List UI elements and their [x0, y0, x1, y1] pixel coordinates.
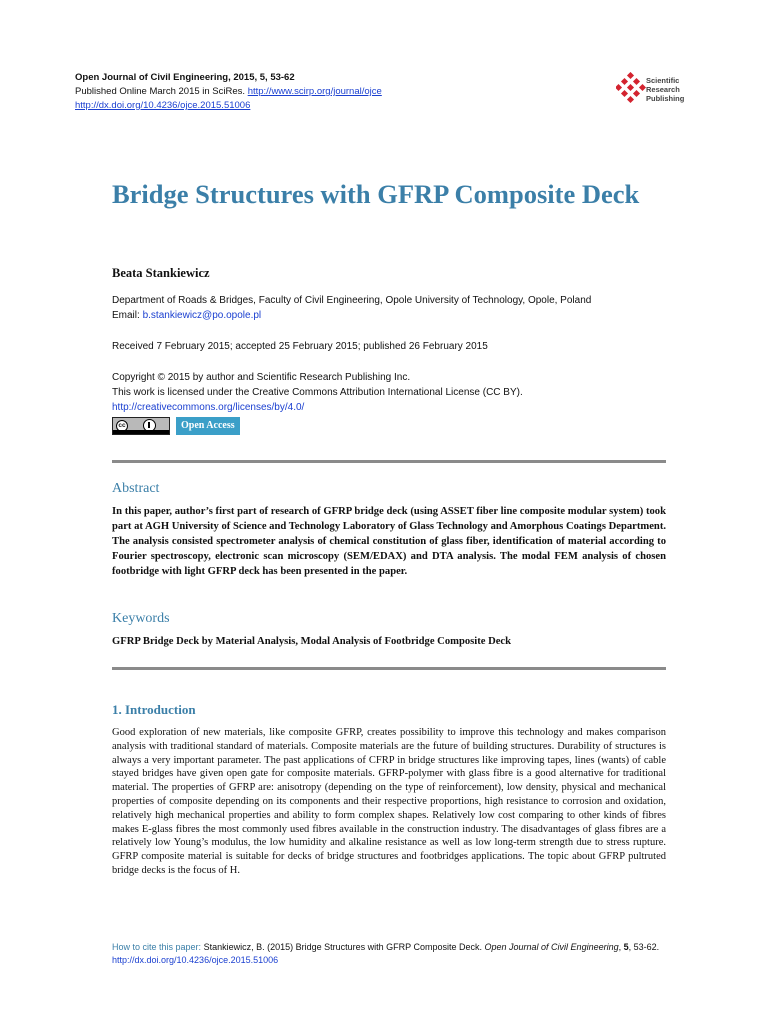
license-link[interactable]: http://creativecommons.org/licenses/by/4.0/ [112, 402, 305, 413]
citation-label: How to cite this paper: [112, 942, 202, 952]
logo-line-3: Publishing [646, 94, 685, 103]
introduction-heading: 1. Introduction [112, 702, 196, 717]
citation-doi-link[interactable]: http://dx.doi.org/10.4236/ojce.2015.51006 [112, 955, 279, 965]
citation-text: Stankiewicz, B. (2015) Bridge Structures with GFRP Composite Deck. [203, 942, 482, 952]
abstract-text: In this paper, author’s first part of research of GFRP bridge deck (using ASSET fiber line composite modular system) took part at AGH University of Science and Technology Laboratory of Glass Technology and Amorphous Coatings Department. The analysis consisted spectrometer analysis of chemical constitution of glass fiber, identification of material according to Fourier spectroscopy, electronic scan microscopy (SEM/EDAX) and DTA analysis. The modal FEM analysis of chosen footbridge with light GFRP deck has been presented in the paper. [112, 506, 666, 577]
paper-title: Bridge Structures with GFRP Composite Deck [112, 179, 640, 209]
section-divider [112, 667, 666, 670]
affiliation-block [112, 293, 591, 323]
author-name: Beata Stankiewicz [112, 266, 210, 280]
copyright-line: Copyright © 2015 by author and Scientific Research Publishing Inc. [112, 372, 411, 383]
email-label: Email: [112, 310, 140, 321]
journal-header [75, 71, 382, 113]
keywords-heading: Keywords [112, 611, 170, 626]
published-line [75, 85, 382, 99]
license-line: This work is licensed under the Creative Commons Attribution International License (CC BY). [112, 387, 523, 398]
affiliation: Department of Roads & Bridges, Faculty of Civil Engineering, Opole University of Technology, Opole, Poland [112, 295, 592, 306]
section-divider [112, 460, 666, 463]
introduction-text: Good exploration of new materials, like composite GFRP, creates possibility to improve this technology and makes comparison analysis with traditional standard of materials. Composite materials are the future of building structures. Durability of structures is always a very important parameter. The past applications of CFRP in bridge structures like improving tapes, lines (wants) of cable stayed bridges have given open gate for composite materials. GFRP-polymer with glass fibre is a good alternative for traditional material. The properties of GFRP are: anisotropy (depending on the type of reinforcement), low density, physical and mechanical properties of composite depending on its components and their respective proportions, high resistance to corrosion and oxidation, relatively high mechanical properties and ability to form complex shapes. Relatively low cost comparing to other kinds of fibres makes E-glass fibres the most commonly used fibres available in the construction industry. The disadvantages of glass fibres are a relatively low Young’s modulus, the low humidity and alkaline resistance as well as low long-term strength due to stress rupture. GFRP composite material is suitable for decks of bridge structures and footbridges applications. The topic about GFRP pultruted bridge decks is the focus of H. [112, 727, 666, 876]
email-line [112, 308, 591, 323]
logo-text [646, 76, 684, 103]
logo-line-1: Scientific [646, 76, 680, 85]
copyright-block [112, 370, 523, 415]
doi-link[interactable]: http://dx.doi.org/10.4236/ojce.2015.51006 [75, 100, 251, 111]
journal-citation: Open Journal of Civil Engineering, 2015, 5, 53-62 [75, 72, 295, 83]
cc-icon: cc [116, 420, 128, 432]
email-link[interactable]: b.stankiewicz@po.opole.pl [142, 310, 262, 321]
citation-pages: , 53-62. [628, 942, 660, 952]
logo-line-2: Research [646, 85, 680, 94]
open-access-badge: Open Access [176, 417, 240, 435]
keywords-text: GFRP Bridge Deck by Material Analysis, Modal Analysis of Footbridge Composite Deck [112, 636, 512, 647]
journal-link[interactable]: http://www.scirp.org/journal/ojce [247, 86, 382, 97]
citation-footer: How to cite this paper: Stankiewicz, B. (2015) Bridge Structures with GFRP Composite Deck. Open Journal of Civil Engineering, 5, 53-62. http://dx.doi.org/10.4236/ojce.2015.51006 [112, 942, 660, 965]
abstract-heading: Abstract [112, 481, 160, 496]
citation-volume: 5 [623, 942, 629, 952]
cc-by-badge[interactable] [112, 417, 170, 435]
badge-band [113, 430, 169, 434]
publication-dates: Received 7 February 2015; accepted 25 February 2015; published 26 February 2015 [112, 341, 488, 352]
logo-mark-icon [616, 72, 646, 106]
publisher-logo [616, 72, 696, 108]
published-prefix: Published Online March 2015 in SciRes. [75, 86, 246, 97]
citation-journal: Open Journal of Civil Engineering [484, 942, 619, 952]
